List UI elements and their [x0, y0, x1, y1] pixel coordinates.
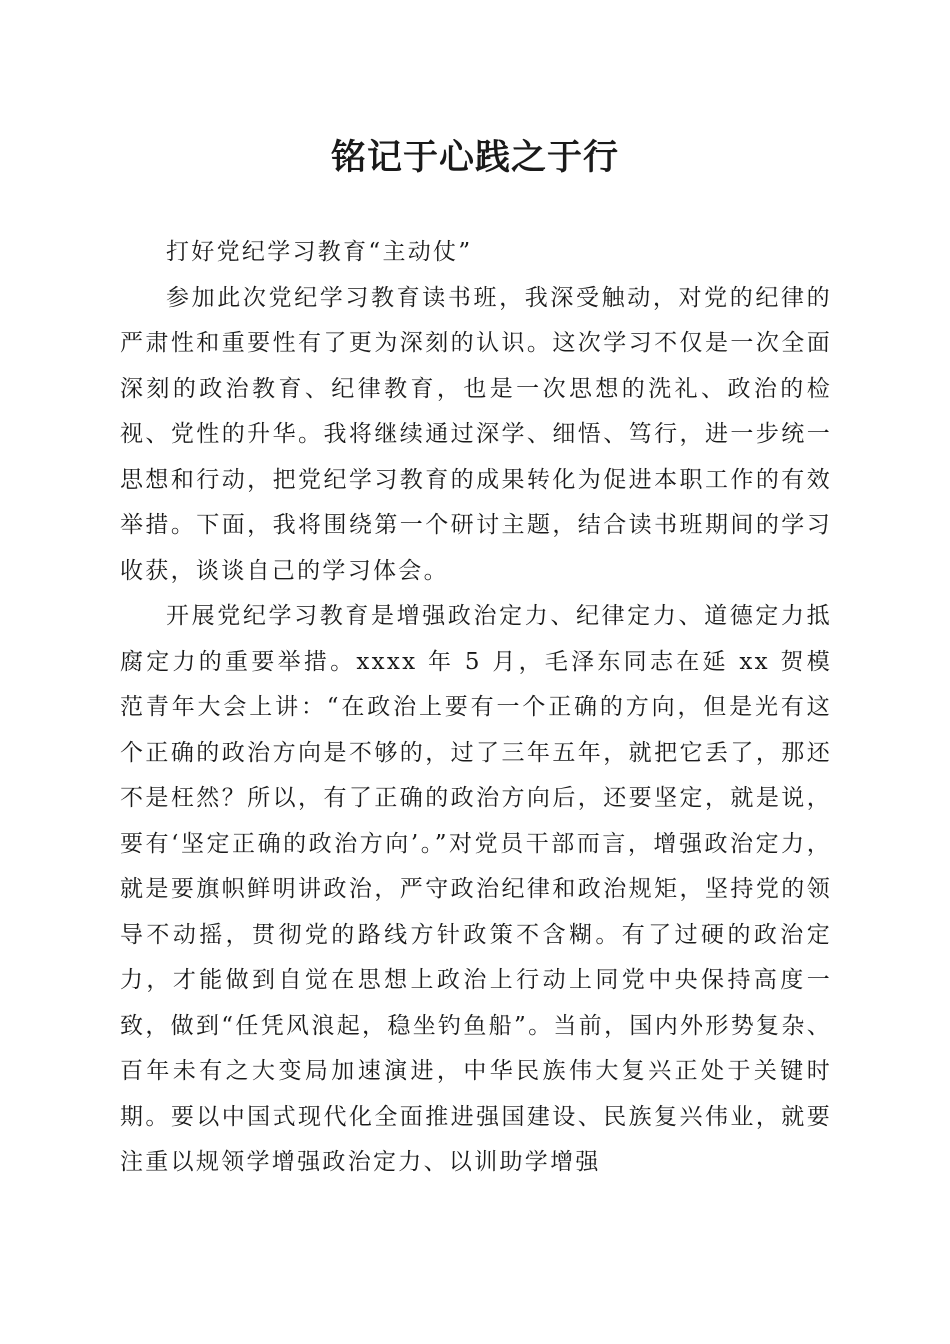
subtitle-paragraph: 打好党纪学习教育“主动仗”: [166, 239, 473, 265]
body-paragraph-1: 参加此次党纪学习教育读书班，我深受触动，对党的纪律的严肃性和重要性有了更为深刻的认识。这次学习不仅是一次全面深刻的政治教育、纪律教育，也是一次思想的洗礼、政治的检视、党性的升华。我将继续通过深学、细悟、笃行，进一步统一思想和行动，把党纪学习教育的成果转化为促进本职工作的有效举措。下面，我将围绕第一个研讨主题，结合读书班期间的学习收获，谈谈自己的学习体会。: [120, 284, 832, 584]
body-paragraph-2: 开展党纪学习教育是增强政治定力、纪律定力、道德定力抵腐定力的重要举措。xxxx 年 5 月，毛泽东同志在延 xx 贺模范青年大会上讲：“在政治上要有一个正确的方向，但是光有这个正确的政治方向是不够的，过了三年五年，就把它丢了，那还不是枉然？所以，有了正确的政治方向后，还要坚定，就是说，要有‘坚定正确的政治方向’。”对党员干部而言，增强政治定力，就是要旗帜鲜明讲政治，严守政治纪律和政治规矩，坚持党的领导不动摇，贯彻党的路线方针政策不含糊。有了过硬的政治定力，才能做到自觉在思想上政治上行动上同党中央保持高度一致，做到“任凭风浪起，稳坐钓鱼船”。当前，国内外形势复杂、百年未有之大变局加速演进，中华民族伟大复兴正处于关键时期。要以中国式现代化全面推进强国建设、民族复兴伟业，就要注重以规领学增强政治定力、以训助学增强: [120, 603, 832, 1175]
document-title: 铭记于心践之于行: [330, 137, 619, 178]
document-body: [120, 230, 832, 1186]
